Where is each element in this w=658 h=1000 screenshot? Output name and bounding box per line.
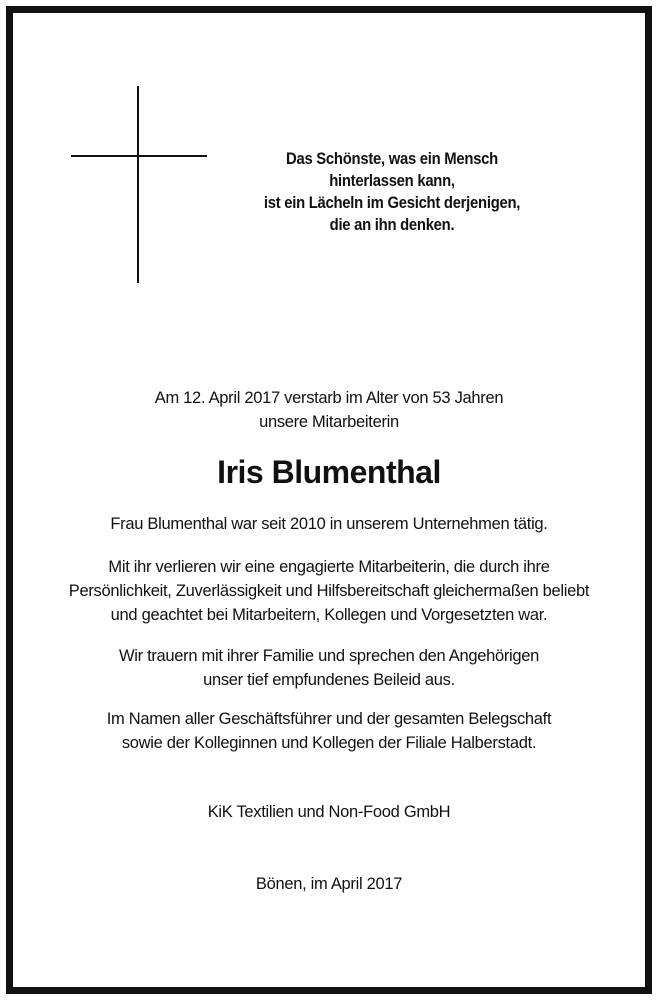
- paragraph-line: Mit ihr verlieren wir eine engagierte Mitarbeiterin, die durch ihre: [108, 558, 550, 576]
- death-announcement: [30, 386, 628, 434]
- paragraph-condolence: [30, 644, 628, 692]
- place-and-date: [30, 872, 628, 896]
- company-name: [30, 800, 628, 824]
- paragraph-line: und geachtet bei Mitarbeitern, Kollegen und Vorgesetzten war.: [110, 606, 548, 624]
- company-line: KiK Textilien und Non-Food GmbH: [207, 803, 451, 821]
- motto-line: hinterlassen kann,: [329, 172, 455, 190]
- cross-vertical-bar: [137, 86, 139, 283]
- motto-quote: [248, 148, 536, 236]
- paragraph-line: unser tief empfundenes Beileid aus.: [203, 671, 455, 689]
- cross-horizontal-bar: [71, 155, 207, 157]
- paragraph-line: Wir trauern mit ihrer Familie und sprechen den Angehörigen: [118, 647, 540, 665]
- place-date-line: Bönen, im April 2017: [255, 875, 403, 893]
- paragraph-line: Frau Blumenthal war seit 2010 in unserem Unternehmen tätig.: [110, 515, 548, 533]
- paragraph-signatories: [30, 707, 628, 755]
- motto-line: ist ein Lächeln im Gesicht derjenigen,: [263, 194, 521, 212]
- motto-line: Das Schönste, was ein Mensch: [286, 150, 498, 168]
- paragraph-employment: [30, 512, 628, 536]
- paragraph-tribute: [30, 555, 628, 627]
- deceased-name: Iris Blumenthal: [217, 454, 441, 490]
- paragraph-line: Persönlichkeit, Zuverlässigkeit und Hilfsbereitschaft gleichermaßen beliebt: [68, 582, 590, 600]
- announcement-line: Am 12. April 2017 verstarb im Alter von 53 Jahren: [154, 389, 504, 407]
- paragraph-line: Im Namen aller Geschäftsführer und der gesamten Belegschaft: [106, 710, 552, 728]
- announcement-line: unsere Mitarbeiterin: [259, 413, 399, 431]
- motto-line: die an ihn denken.: [329, 216, 455, 234]
- paragraph-line: sowie der Kolleginnen und Kollegen der Filiale Halberstadt.: [121, 734, 537, 752]
